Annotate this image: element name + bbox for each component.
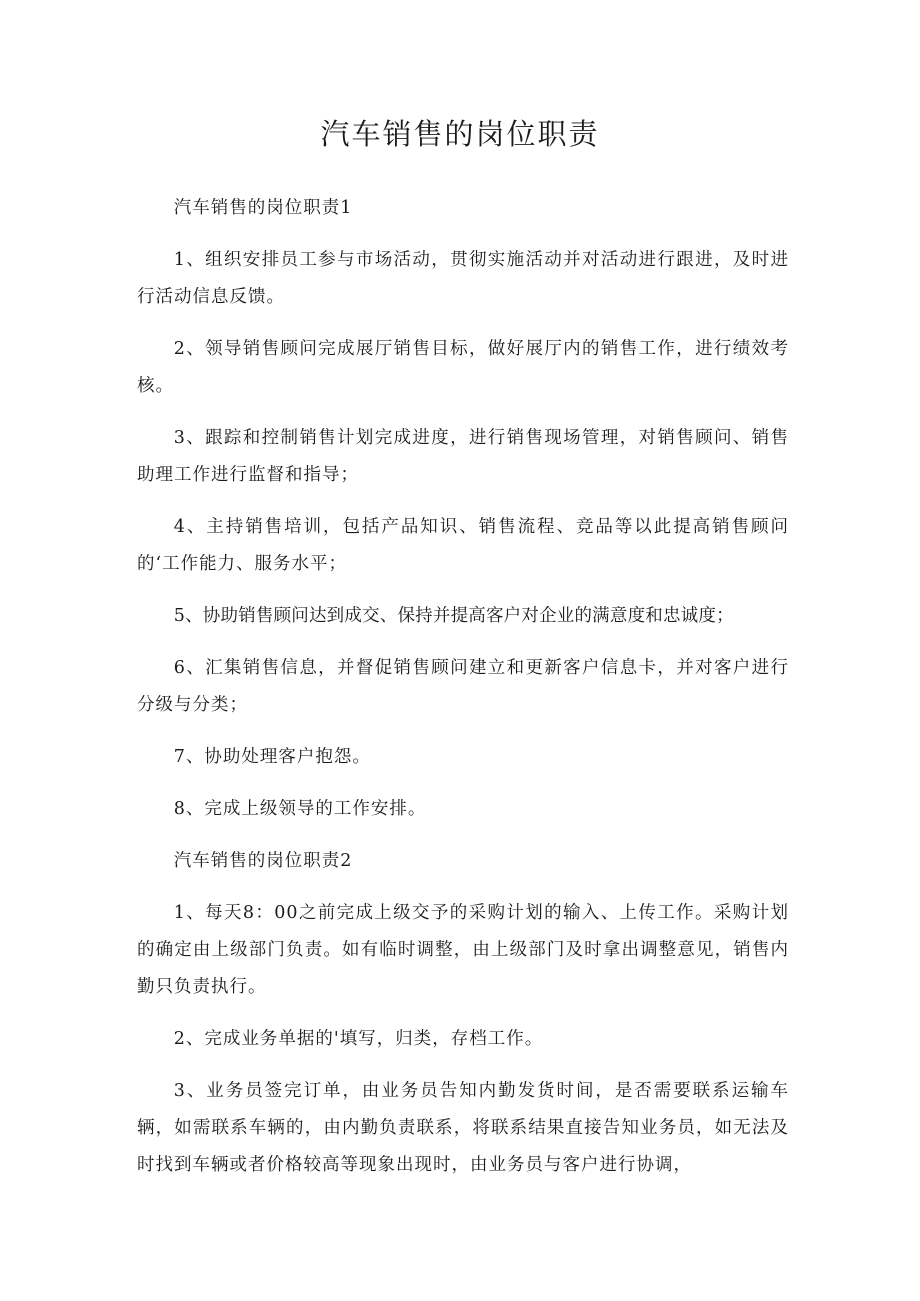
paragraph: 8、完成上级领导的工作安排。 xyxy=(173,799,427,819)
paragraph: 3、业务员签完订单，由业务员告知内勤发货时间，是否需要联系运输车辆，如需联系车辆的，由内勤负责联系，将联系结果直接告知业务员，如无法及时找到车辆或者价格较高等现象出现时，由业务员与客户进行协调， xyxy=(137,1081,789,1175)
document-body xyxy=(137,190,789,1199)
paragraph: 1、组织安排员工参与市场活动，贯彻实施活动并对活动进行跟进，及时进行活动信息反馈。 xyxy=(137,250,789,307)
paragraph: 5、协助销售顾问达到成交、保持并提高客户对企业的满意度和忠诚度； xyxy=(173,606,734,626)
paragraph: 6、汇集销售信息，并督促销售顾问建立和更新客户信息卡，并对客户进行分级与分类； xyxy=(137,658,789,715)
paragraph: 2、完成业务单据的'填写，归类，存档工作。 xyxy=(173,1029,544,1049)
section-heading-1: 汽车销售的岗位职责1 xyxy=(173,198,353,218)
paragraph: 3、跟踪和控制销售计划完成进度，进行销售现场管理，对销售顾问、销售助理工作进行监督和指导； xyxy=(137,428,789,485)
paragraph: 1、每天8：00之前完成上级交予的采购计划的输入、上传工作。采购计划的确定由上级部门负责。如有临时调整，由上级部门及时拿出调整意见，销售内勤只负责执行。 xyxy=(137,903,789,997)
document-title: 汽车销售的岗位职责 xyxy=(320,117,600,151)
section-heading-2: 汽车销售的岗位职责2 xyxy=(173,851,353,871)
paragraph: 2、领导销售顾问完成展厅销售目标，做好展厅内的销售工作，进行绩效考核。 xyxy=(137,339,789,396)
paragraph: 4、主持销售培训，包括产品知识、销售流程、竞品等以此提高销售顾问的‘工作能力、服务水平； xyxy=(137,517,789,574)
paragraph: 7、协助处理客户抱怨。 xyxy=(173,747,371,767)
